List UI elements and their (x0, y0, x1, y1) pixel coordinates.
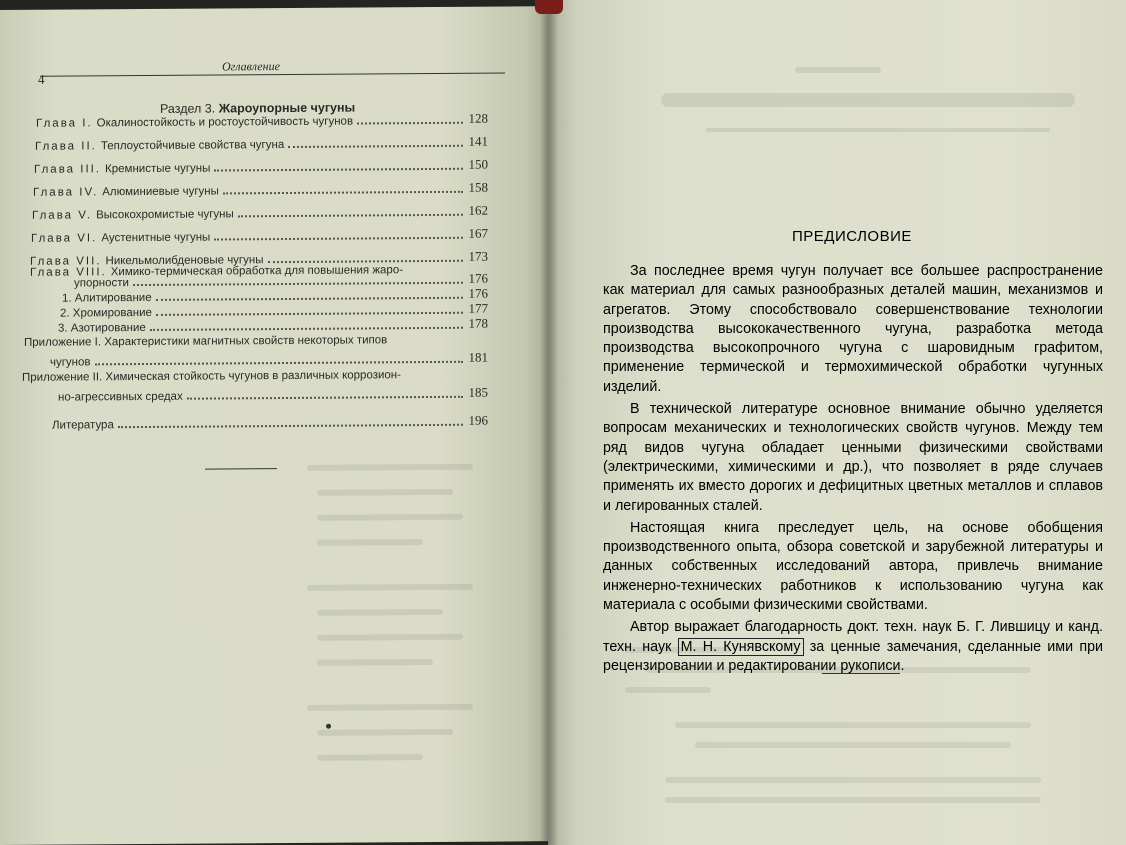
end-rule (822, 673, 900, 674)
toc-entry (31, 226, 488, 245)
chapter-prefix: Глава III. (34, 163, 102, 176)
boxed-name: М. Н. Кунявскому (678, 638, 804, 656)
appendix-entry (58, 385, 488, 404)
chapter-title: Никельмолибденовые чугуны (105, 254, 264, 268)
ack-text-after: за ценные замечания, сделанные ими при рецензировании и редактировании рукописи. (603, 638, 1104, 674)
preface-paragraph: В технической литературе основное внимание обычно уделяется вопросам механических и технологических свойств чугунов. Между тем ряд видов чугуна обладает ценными физическими свойствами (электрическими, химическими и др.), что позволяет в ряде случаев применять их вместо дорогих и дефицитных цветных металлов и сплавов и легированных сталей. (603, 401, 1103, 514)
subentry-title: 1. Алитирование (62, 291, 152, 305)
dot-leader (357, 122, 462, 125)
chapter-title: Окалиностойкость и ростоустойчивость чугунов (96, 115, 354, 130)
chapter-page: 128 (468, 110, 488, 126)
literature-title: Литература (52, 419, 114, 432)
chapter-page: 162 (468, 202, 488, 218)
chapter-title: Высокохромистые чугуны (96, 208, 234, 222)
subentry-title: 3. Азотирование (58, 321, 146, 335)
preface-body (603, 262, 1103, 679)
appendix-page: 181 (468, 349, 488, 365)
subentry-title: 2. Хромирование (60, 306, 152, 320)
section-title: Жароупорные чугуны (218, 100, 356, 116)
dot-leader (95, 361, 463, 366)
dot-leader (187, 396, 463, 400)
dot-leader (118, 424, 463, 428)
chapter-title: Аустенитные чугуны (101, 231, 211, 245)
ack-text-before: Автор выражает благодарность докт. техн. наук Б. Г. Лившицу и канд. техн. наук (603, 619, 1103, 655)
toc-entry (35, 134, 488, 153)
dot-leader (214, 237, 462, 241)
subentry-page: 178 (468, 315, 488, 331)
literature-page: 196 (468, 412, 488, 428)
show-through-texture (648, 60, 1098, 140)
preface-title: ПРЕДИСЛОВИЕ (792, 228, 912, 245)
chapter-page: 173 (468, 248, 488, 264)
chapter-page: 158 (468, 179, 488, 195)
chapter-title-line2: упорности (74, 277, 129, 290)
toc-entry (34, 157, 488, 176)
chapter-prefix: Глава VIII. (30, 266, 107, 279)
subentry-page: 176 (468, 285, 488, 301)
dot-leader (268, 260, 463, 263)
dot-leader (214, 168, 462, 172)
appendix-line2: чугунов (50, 356, 91, 369)
book-spine (535, 0, 563, 14)
chapter-title: Алюминиевые чугуны (102, 185, 219, 199)
appendix-entry (50, 350, 488, 369)
chapter-page: 150 (468, 156, 488, 172)
dot-leader (150, 327, 463, 331)
chapter-prefix: Глава IV. (33, 186, 99, 199)
dot-leader (223, 191, 463, 195)
chapter-prefix: Глава VI. (31, 232, 98, 245)
section-prefix: Раздел 3. (160, 101, 216, 116)
preface-paragraph: Настоящая книга преследует цель, на основе обобщения производственного опыта, обзора советской и зарубежной литературы и данных собственных исследований автора, привлечь внимание инженерно-технических работников к использованию чугуна как материала с особыми физическими свойствами. (603, 519, 1103, 614)
preface-paragraph: За последнее время чугун получает все большее распространение как материал для самых разнообразных деталей машин, механизмов и агрегатов. Этому способствовало совершенствование технологии производства высококачественного чугуна, разработка метода производства высокопрочного чугуна с шаровидным графитом, применение термической и термохимической обработки чугунных изделий. (603, 263, 1103, 395)
acknowledgement-paragraph (603, 618, 1103, 676)
chapter-page: 176 (468, 270, 488, 286)
chapter-title-line1: Химико-термическая обработка для повышения жаро- (110, 264, 404, 279)
toc-subentry (58, 316, 488, 335)
dot-leader (238, 214, 463, 218)
appendix-line1: Приложение II. Химическая стойкость чугунов в различных коррозион- (22, 369, 401, 384)
show-through-texture (300, 447, 500, 788)
running-head-title: Оглавление (222, 59, 280, 74)
toc-entry (36, 111, 488, 130)
appendix-line1: Приложение I. Характеристики магнитных свойств некоторых типов (24, 334, 388, 349)
literature-entry (52, 413, 488, 432)
chapter-page: 167 (468, 225, 488, 241)
chapter-page: 141 (468, 133, 488, 149)
chapter-prefix: Глава VII. (30, 255, 102, 268)
page-number: 4 (38, 71, 45, 87)
left-page (0, 6, 548, 845)
toc-entry (33, 180, 488, 199)
chapter-title: Теплоустойчивые свойства чугуна (100, 139, 285, 153)
end-rule (205, 468, 277, 470)
book-gutter (540, 0, 558, 845)
toc-entry (32, 203, 488, 222)
subentry-page: 177 (468, 300, 488, 316)
dot-leader (288, 145, 462, 148)
chapter-prefix: Глава II. (35, 140, 97, 153)
appendix-line2: но-агрессивных средах (58, 390, 183, 404)
appendix-page: 185 (468, 384, 488, 400)
chapter-title: Кремнистые чугуны (105, 162, 211, 176)
chapter-prefix: Глава V. (32, 209, 93, 222)
chapter-prefix: Глава I. (36, 117, 93, 130)
